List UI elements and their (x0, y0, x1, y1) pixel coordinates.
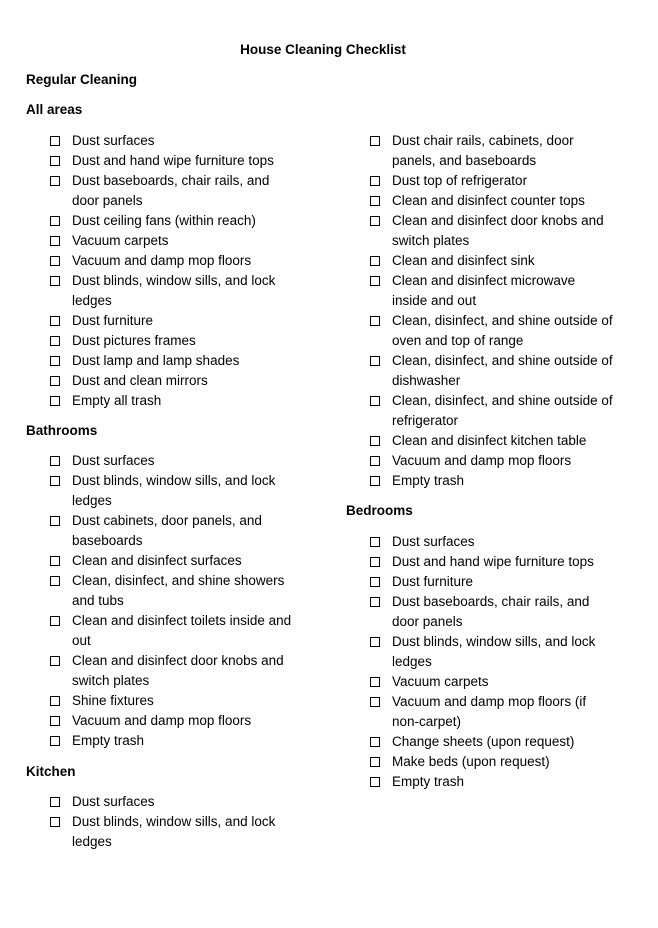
checklist-item-text: Dust furniture (72, 313, 154, 328)
checkbox-icon[interactable] (370, 557, 380, 567)
checkbox-icon[interactable] (50, 236, 60, 246)
checklist-item (26, 271, 275, 311)
checklist-item (346, 672, 595, 692)
checklist-item-text: Clean, disinfect, and shine showers (72, 573, 285, 588)
checklist-item-text: Dust lamp and lamp shades (72, 353, 240, 368)
checklist-item-text: Dust and hand wipe furniture tops (72, 153, 274, 168)
checkbox-icon[interactable] (370, 436, 380, 446)
checklist-item-text: non-carpet) (392, 714, 462, 729)
checklist-item (346, 171, 613, 191)
checkbox-icon[interactable] (370, 476, 380, 486)
checklist-item-text: oven and top of range (392, 333, 524, 348)
checklist-item-text: Clean, disinfect, and shine outside of (392, 313, 613, 328)
checklist-item-text: Dust blinds, window sills, and lock (392, 634, 596, 649)
bedrooms-list (346, 532, 595, 792)
checkbox-icon[interactable] (50, 696, 60, 706)
checklist-item-text: Dust baseboards, chair rails, and (72, 173, 270, 188)
bedrooms-heading: Bedrooms (346, 503, 413, 518)
checklist-item (26, 551, 291, 571)
checklist-item-text: Vacuum and damp mop floors (392, 453, 572, 468)
checklist-item (26, 131, 275, 151)
checklist-item-text: ledges (72, 493, 112, 508)
checklist-item-text: Shine fixtures (72, 693, 154, 708)
checkbox-icon[interactable] (370, 537, 380, 547)
checklist-item-text: Empty trash (72, 733, 145, 748)
checklist-item (26, 611, 291, 651)
checklist-item-text: Vacuum and damp mop floors (if (392, 694, 587, 709)
checkbox-icon[interactable] (50, 736, 60, 746)
checkbox-icon[interactable] (50, 356, 60, 366)
checklist-item (346, 251, 613, 271)
checklist-item-text: Vacuum and damp mop floors (72, 253, 252, 268)
checklist-item (346, 131, 613, 171)
checklist-item (26, 471, 291, 511)
checkbox-icon[interactable] (370, 216, 380, 226)
checklist-item-text: Clean and disinfect door knobs and (72, 653, 284, 668)
checklist-item-text: Vacuum carpets (72, 233, 169, 248)
checkbox-icon[interactable] (50, 797, 60, 807)
checklist-item-text: Dust surfaces (72, 453, 155, 468)
kitchen-continued-list (346, 131, 613, 491)
checklist-item-text: Dust chair rails, cabinets, door (392, 133, 574, 148)
checklist-item-text: Dust surfaces (392, 534, 475, 549)
checklist-item-text: and tubs (72, 593, 124, 608)
checkbox-icon[interactable] (370, 196, 380, 206)
checkbox-icon[interactable] (50, 176, 60, 186)
checkbox-icon[interactable] (370, 737, 380, 747)
checklist-item-text: Dust and clean mirrors (72, 373, 208, 388)
checklist-item (26, 651, 291, 691)
checklist-item-text: Change sheets (upon request) (392, 734, 575, 749)
checklist-item-text: ledges (72, 834, 112, 849)
checklist-item-text: Dust surfaces (72, 133, 155, 148)
checklist-item-text: Dust ceiling fans (within reach) (72, 213, 256, 228)
checklist-item-text: Empty all trash (72, 393, 162, 408)
checklist-item-text: Dust pictures frames (72, 333, 196, 348)
checklist-item-text: Clean, disinfect, and shine outside of (392, 353, 613, 368)
checklist-item (346, 752, 595, 772)
checkbox-icon[interactable] (370, 316, 380, 326)
checklist-item (346, 471, 613, 491)
checkbox-icon[interactable] (370, 637, 380, 647)
checklist-item (26, 251, 275, 271)
checkbox-icon[interactable] (370, 777, 380, 787)
checkbox-icon[interactable] (50, 316, 60, 326)
checkbox-icon[interactable] (50, 376, 60, 386)
checklist-item (346, 271, 613, 311)
checklist-item (346, 632, 595, 672)
checklist-item-text: ledges (72, 293, 112, 308)
checklist-item-text: Vacuum and damp mop floors (72, 713, 252, 728)
checklist-item-text: door panels (392, 614, 463, 629)
checklist-item (346, 431, 613, 451)
checklist-item-text: Dust furniture (392, 574, 474, 589)
checkbox-icon[interactable] (370, 176, 380, 186)
checkbox-icon[interactable] (50, 256, 60, 266)
bathrooms-heading: Bathrooms (26, 423, 98, 438)
checklist-item-text: Dust cabinets, door panels, and (72, 513, 262, 528)
checklist-item-text: ledges (392, 654, 432, 669)
checklist-item (26, 351, 275, 371)
checklist-item-text: Clean and disinfect door knobs and (392, 213, 604, 228)
checkbox-icon[interactable] (370, 276, 380, 286)
kitchen-heading: Kitchen (26, 764, 76, 779)
checklist-item-text: Dust blinds, window sills, and lock (72, 273, 276, 288)
all-areas-heading: All areas (26, 102, 83, 117)
checklist-item-text: dishwasher (392, 373, 461, 388)
checkbox-icon[interactable] (370, 677, 380, 687)
checklist-item-text: Clean and disinfect microwave (392, 273, 576, 288)
checklist-item (346, 552, 595, 572)
checkbox-icon[interactable] (370, 757, 380, 767)
checklist-item (346, 211, 613, 251)
checklist-item (26, 812, 275, 852)
regular-cleaning-heading: Regular Cleaning (26, 72, 138, 87)
kitchen-list (26, 792, 275, 852)
checkbox-icon[interactable] (370, 577, 380, 587)
checklist-item (26, 792, 275, 812)
checklist-item-text: Empty trash (392, 774, 465, 789)
checklist-item (346, 532, 595, 552)
checkbox-icon[interactable] (50, 576, 60, 586)
checkbox-icon[interactable] (370, 456, 380, 466)
checklist-item-text: Clean, disinfect, and shine outside of (392, 393, 613, 408)
checklist-item-text: Dust blinds, window sills, and lock (72, 473, 276, 488)
checklist-item-text: door panels (72, 193, 143, 208)
checklist-item (26, 371, 275, 391)
checkbox-icon[interactable] (50, 396, 60, 406)
checklist-item-text: Clean and disinfect toilets inside and (72, 613, 292, 628)
checkbox-icon[interactable] (50, 556, 60, 566)
checkbox-icon[interactable] (50, 616, 60, 626)
checklist-item-text: Clean and disinfect counter tops (392, 193, 585, 208)
checklist-item (26, 511, 291, 551)
checklist-item-text: Dust surfaces (72, 794, 155, 809)
checklist-item-text: refrigerator (392, 413, 459, 428)
checkbox-icon[interactable] (370, 356, 380, 366)
checkbox-icon[interactable] (370, 136, 380, 146)
checklist-item (26, 311, 275, 331)
checklist-item (346, 732, 595, 752)
checklist-item-text: inside and out (392, 293, 477, 308)
checkbox-icon[interactable] (50, 336, 60, 346)
checkbox-icon[interactable] (370, 697, 380, 707)
checklist-item-text: out (72, 633, 91, 648)
all-areas-list (26, 131, 275, 411)
checkbox-icon[interactable] (50, 216, 60, 226)
checklist-item-text: Make beds (upon request) (392, 754, 550, 769)
checklist-item-text: Clean and disinfect surfaces (72, 553, 242, 568)
checkbox-icon[interactable] (370, 396, 380, 406)
checklist-item (26, 711, 291, 731)
checklist-item-text: Clean and disinfect kitchen table (392, 433, 587, 448)
checklist-item (26, 571, 291, 611)
checklist-item-text: Vacuum carpets (392, 674, 489, 689)
checkbox-icon[interactable] (50, 817, 60, 827)
checklist-item (26, 151, 275, 171)
checklist-item-text: panels, and baseboards (392, 153, 537, 168)
checkbox-icon[interactable] (50, 136, 60, 146)
checklist-item (26, 391, 275, 411)
checkbox-icon[interactable] (50, 156, 60, 166)
checklist-item (346, 191, 613, 211)
checkbox-icon[interactable] (50, 476, 60, 486)
checklist-item (346, 351, 613, 391)
bathrooms-list (26, 451, 291, 751)
checkbox-icon[interactable] (50, 656, 60, 666)
checklist-item (346, 451, 613, 471)
checklist-item (346, 772, 595, 792)
checklist-item-text: baseboards (72, 533, 143, 548)
checklist-item (346, 692, 595, 732)
checkbox-icon[interactable] (50, 716, 60, 726)
page-title: House Cleaning Checklist (240, 42, 406, 57)
checkbox-icon[interactable] (50, 456, 60, 466)
checklist-item (26, 231, 275, 251)
checklist-item (346, 391, 613, 431)
checklist-item (26, 211, 275, 231)
checklist-item-text: Clean and disinfect sink (392, 253, 535, 268)
checklist-item (26, 691, 291, 711)
checklist-item-text: Dust blinds, window sills, and lock (72, 814, 276, 829)
checklist-item-text: Dust and hand wipe furniture tops (392, 554, 594, 569)
checklist-item (26, 331, 275, 351)
checkbox-icon[interactable] (370, 256, 380, 266)
checklist-item (26, 171, 275, 211)
checkbox-icon[interactable] (370, 597, 380, 607)
checklist-item (26, 731, 291, 751)
checkbox-icon[interactable] (50, 516, 60, 526)
checklist-item-text: Dust baseboards, chair rails, and (392, 594, 590, 609)
checklist-item (346, 311, 613, 351)
checklist-item-text: switch plates (392, 233, 470, 248)
checklist-item-text: Dust top of refrigerator (392, 173, 528, 188)
checklist-item (26, 451, 291, 471)
checkbox-icon[interactable] (50, 276, 60, 286)
checklist-item-text: switch plates (72, 673, 150, 688)
checklist-item (346, 572, 595, 592)
checklist-item (346, 592, 595, 632)
checklist-item-text: Empty trash (392, 473, 465, 488)
